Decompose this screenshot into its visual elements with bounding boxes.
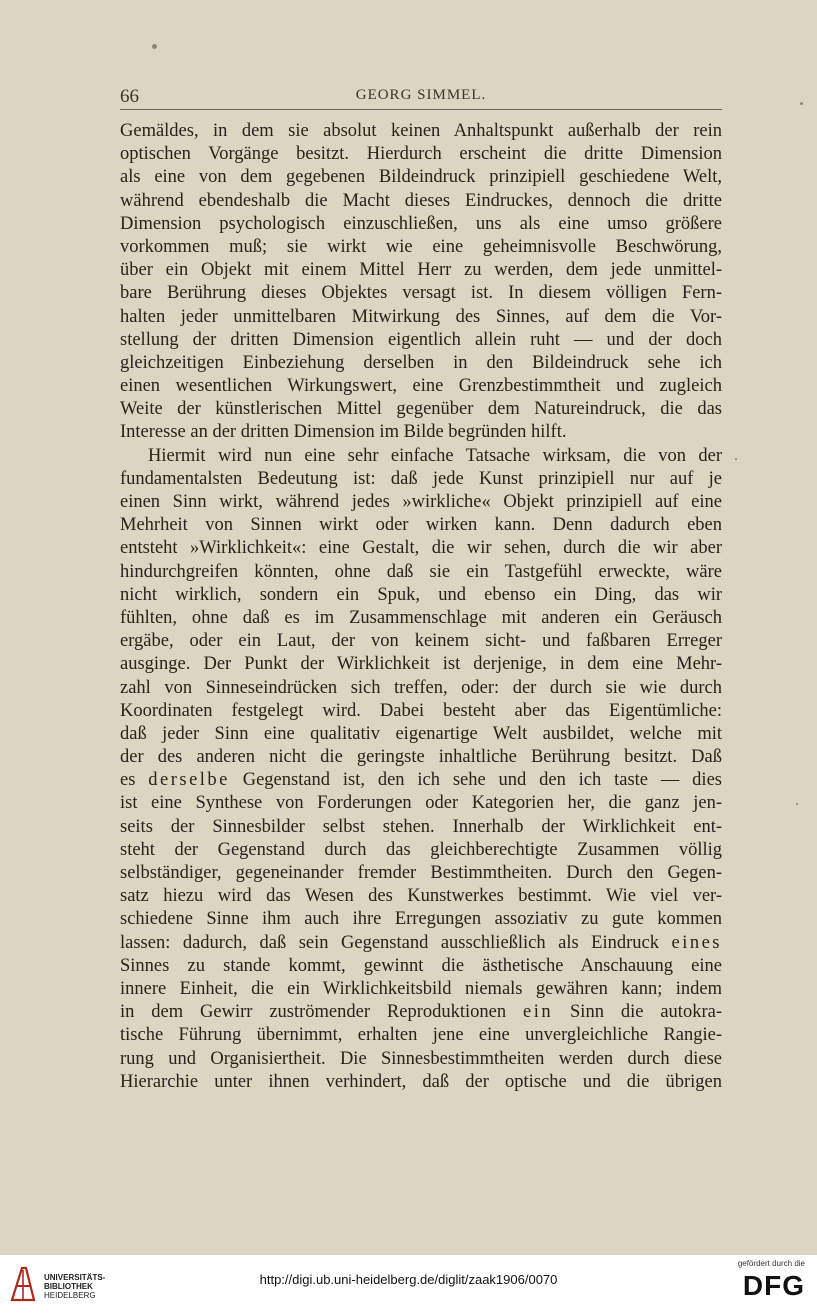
text-line: Koordinaten festgelegt wird. Dabei besteht aber das Eigentümliche: bbox=[120, 700, 722, 721]
text-line: als eine von dem gegebenen Bildeindruck prinzipiell geschiedene Welt, bbox=[120, 167, 722, 188]
text-line: ergäbe, oder ein Laut, der von keinem sicht- und faßbaren Erreger bbox=[120, 631, 722, 652]
text-line: seits der Sinnesbilder selbst stehen. Innerhalb der Wirklichkeit ent- bbox=[120, 816, 722, 837]
text-line: gleichzeitigen Einbeziehung derselben in den Bildeindruck sehe ich bbox=[120, 352, 722, 373]
text-line: optischen Vorgänge besitzt. Hierdurch erscheint die dritte Dimension bbox=[120, 144, 722, 165]
text-line: der des anderen nicht die geringste inhaltliche Berührung besitzt. Daß bbox=[120, 747, 722, 768]
text-line: rung und Organisiertheit. Die Sinnesbestimmtheiten werden durch diese bbox=[120, 1048, 722, 1069]
text-line: ist eine Synthese von Forderungen oder Kategorien her, die ganz jen- bbox=[120, 793, 722, 814]
text-line: Mehrheit von Sinnen wirkt oder wirken kann. Denn dadurch eben bbox=[120, 515, 722, 536]
text-line: Sinnes zu stande kommt, gewinnt die ästhetische Anschauung eine bbox=[120, 955, 722, 976]
text-line: fühlten, ohne daß es im Zusammenschlage mit anderen ein Geräusch bbox=[120, 607, 722, 628]
library-name-line1: UNIVERSITÄTS- bbox=[44, 1273, 106, 1282]
paper-speck bbox=[800, 102, 803, 105]
text-line: Interesse an der dritten Dimension im Bilde begründen hilft. bbox=[120, 422, 567, 443]
text-line: tische Führung übernimmt, erhalten jene eine unvergleichliche Rangie- bbox=[120, 1025, 722, 1046]
funder-name: DFG bbox=[742, 1270, 805, 1301]
text-line: Gemäldes, in dem sie absolut keinen Anhaltspunkt außerhalb der rein bbox=[120, 121, 722, 141]
paper-speck bbox=[796, 803, 798, 805]
text-line: selbständiger, gegeneinander fremder Bestimmtheiten. Durch den Gegen- bbox=[120, 863, 722, 883]
funding-note: gefördert durch die bbox=[737, 1259, 805, 1268]
text-line: bare Berührung dieses Objektes versagt ist. In diesem völligen Fern- bbox=[120, 283, 722, 304]
library-name-line3: HEIDELBERG bbox=[44, 1291, 96, 1300]
paper-speck bbox=[152, 44, 157, 49]
text-line: innere Einheit, die ein Wirklichkeitsbild niemals gewähren kann; indem bbox=[120, 978, 722, 999]
text-line: Hierarchie unter ihnen verhindert, daß der optische und die übrigen bbox=[120, 1071, 722, 1092]
text-line: während ebendeshalb die Macht dieses Eindruckes, dennoch die dritte bbox=[120, 190, 722, 211]
text-line: fundamentalsten Bedeutung ist: daß jede Kunst prinzipiell nur auf je bbox=[120, 468, 722, 489]
header-rule bbox=[120, 109, 722, 110]
text-line: einen wesentlichen Wirkungswert, eine Grenzbestimmtheit und zugleich bbox=[120, 376, 722, 397]
paper-speck bbox=[735, 458, 737, 460]
text-line: vorkommen muß; sie wirkt wie eine geheimnisvolle Beschwörung, bbox=[120, 236, 722, 257]
running-title: GEORG SIMMEL. bbox=[355, 87, 487, 103]
text-line: lassen: dadurch, daß sein Gegenstand ausschließlich als Eindruck eines bbox=[120, 932, 722, 953]
text-line: über ein Objekt mit einem Mittel Herr zu werden, dem jede unmittel- bbox=[120, 260, 722, 281]
text-line: hindurchgreifen könnten, ohne daß sie ein Tastgefühl erweckte, wäre bbox=[120, 561, 722, 582]
text-line: entsteht »Wirklichkeit«: eine Gestalt, die wir sehen, durch die wir aber bbox=[120, 538, 722, 559]
text-line: daß jeder Sinn eine qualitativ eigenartige Welt ausbildet, welche mit bbox=[120, 723, 722, 744]
page-number: 66 bbox=[120, 86, 139, 107]
dfg-logo[interactable] bbox=[715, 1259, 805, 1309]
text-line: es derselbe Gegenstand ist, den ich sehe und den ich taste — dies bbox=[120, 770, 722, 791]
permalink-url[interactable]: http://digi.ub.uni-heidelberg.de/diglit/zaak1906/0070 bbox=[259, 1272, 558, 1287]
text-line: nicht wirklich, sondern ein Spuk, und ebenso ein Ding, das wir bbox=[120, 584, 722, 605]
text-line: in dem Gewirr zuströmender Reproduktionen ein Sinn die autokra- bbox=[120, 1002, 722, 1023]
text-line: Hiermit wird nun eine sehr einfache Tatsache wirksam, die von der bbox=[148, 445, 722, 466]
text-line: Weite der künstlerischen Mittel gegenüber dem Natureindruck, die das bbox=[120, 399, 722, 420]
text-line: zahl von Sinneseindrücken sich treffen, oder: der durch sie wie durch bbox=[120, 677, 722, 698]
body-text bbox=[120, 120, 722, 1094]
text-line: ausginge. Der Punkt der Wirklichkeit ist derjenige, in dem eine Mehr- bbox=[120, 654, 722, 675]
text-line: steht der Gegenstand durch das gleichberechtigte Zusammen völlig bbox=[120, 839, 722, 860]
text-line: Dimension psychologisch einzuschließen, uns als eine umso größere bbox=[120, 213, 722, 234]
text-line: einen Sinn wirkt, während jedes »wirkliche« Objekt prinzipiell auf eine bbox=[120, 492, 722, 512]
text-line: schiedene Sinne ihm auch ihre Erregungen assoziativ zu gute kommen bbox=[120, 909, 722, 930]
page-header bbox=[120, 86, 722, 110]
text-line: satz hiezu wird das Wesen des Kunstwerkes bestimmt. Wie viel ver- bbox=[120, 886, 722, 907]
viewer-footer bbox=[0, 1255, 817, 1313]
text-line: stellung der dritten Dimension eigentlich allein ruht — und der doch bbox=[120, 329, 722, 350]
text-line: halten jeder unmittelbaren Mitwirkung des Sinnes, auf dem die Vor- bbox=[120, 306, 722, 327]
library-name-line2: BIBLIOTHEK bbox=[44, 1282, 93, 1291]
